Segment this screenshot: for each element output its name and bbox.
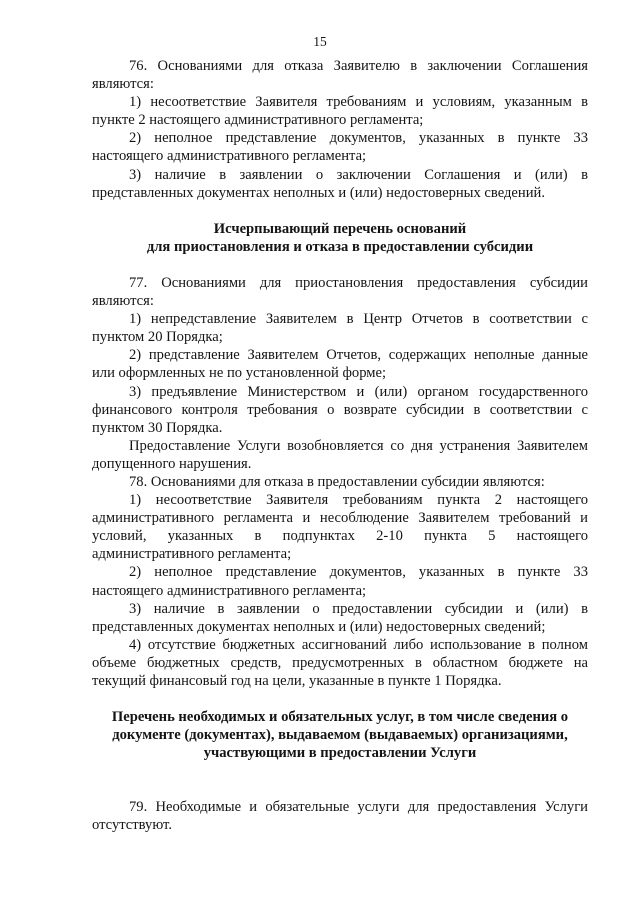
section-heading-services: Перечень необходимых и обязательных услуг, в том числе сведения о документе (документах), выдаваемом (выдаваемых) организациями, участвующими в предоставлении Услуги (111, 709, 569, 762)
paragraph-77-item-3: 3) предъявление Министерством и (или) органом государственного финансового контроля требования о возврате субсидии в соответствии с пунктом 30 Порядка. (92, 383, 588, 436)
page-number: 15 (313, 34, 327, 49)
paragraph-77-intro: 77. Основаниями для приостановления предоставления субсидии являются: (92, 274, 588, 310)
paragraph-77-item-2: 2) представление Заявителем Отчетов, содержащих неполные данные или оформленных не по установленной форме; (92, 347, 588, 382)
document-body (92, 57, 588, 835)
paragraph-78-item-2: 2) неполное представление документов, указанных в пункте 33 настоящего административного регламента; (92, 564, 588, 599)
paragraph-77-item-1: 1) непредставление Заявителем в Центр Отчетов в соответствии с пунктом 20 Порядка; (92, 311, 588, 346)
paragraph-76-item-1: 1) несоответствие Заявителя требованиям и условиям, указанным в пункте 2 настоящего административного регламента; (92, 94, 588, 129)
paragraph-78-item-4: 4) отсутствие бюджетных ассигнований либо использование в полном объеме бюджетных средств, предусмотренных в областном бюджете на текущий финансовый год на цели, указанные в пункте 1 Порядка. (92, 636, 588, 689)
section-heading-grounds-line-1: Исчерпывающий перечень оснований (213, 220, 467, 237)
paragraph-77-resumption: Предоставление Услуги возобновляется со дня устранения Заявителем допущенного нарушения. (92, 437, 588, 472)
paragraph-78-item-1: 1) несоответствие Заявителя требованиям пункта 2 настоящего административного регламента и несоблюдение Заявителем требований и условий, указанных в подпунктах 2-10 пункта 5 настоящего административного регламента; (92, 492, 588, 563)
paragraph-76-intro: 76. Основаниями для отказа Заявителю в заключении Соглашения являются: (92, 58, 588, 93)
paragraph-76-item-2: 2) неполное представление документов, указанных в пункте 33 настоящего административного регламента; (92, 130, 588, 165)
paragraph-76-item-3: 3) наличие в заявлении о заключении Соглашения и (или) в представленных документах неполных и (или) недостоверных сведений. (92, 166, 588, 201)
section-heading-grounds-line-2: для приостановления и отказа в предоставлении субсидии (146, 238, 534, 255)
paragraph-79: 79. Необходимые и обязательные услуги для предоставления Услуги отсутствуют. (92, 799, 588, 834)
paragraph-78-intro: 78. Основаниями для отказа в предоставлении субсидии являются: (129, 473, 545, 490)
paragraph-78-item-3: 3) наличие в заявлении о предоставлении субсидии и (или) в представленных документах неполных и (или) недостоверных сведений; (92, 600, 588, 635)
